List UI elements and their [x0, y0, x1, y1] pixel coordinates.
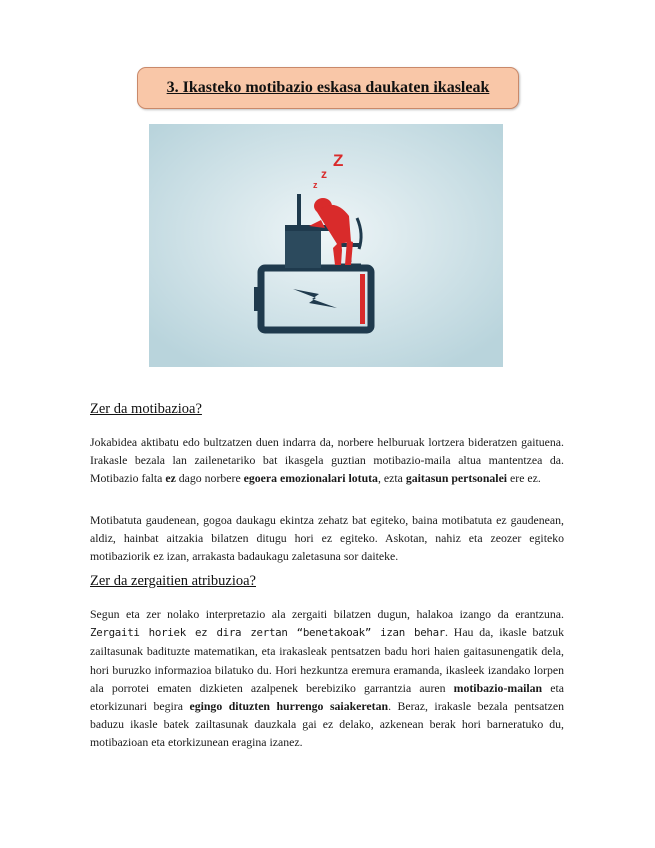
sleep-letter-1: z	[313, 180, 318, 190]
page-title: 3. Ikasteko motibazio eskasa daukaten ikasleak	[166, 79, 490, 96]
section-heading-attribution: Zer da zergaitien atribuzioa?	[90, 573, 256, 589]
sleeping-worker-icon	[149, 124, 503, 367]
paragraph-motivation-definition: Jokabidea aktibatu edo bultzatzen duen indarra da, norbere helburuak lortzera bideratzen gaituena. Irakasle bezala lan zailenetariko bat ikasgela guztian motibazio-maila altua mantentzea da. Motibazio falta ez dago norbere egoera emozionalari lotuta, ezta gaitasun pertsonalei ere ez.	[90, 435, 564, 486]
title-box	[137, 67, 519, 109]
paragraph-attribution: Segun eta zer nolako interpretazio ala zergaiti bilatzen dugun, halakoa izango da erantzuna. Zergaiti horiek ez dira zertan “benetakoak” izan behar. Hau da, ikasle batzuk zailtasunak badituzte matematikan, eta irakasleak pentsatzen badu hori haien gaitasunengatik dela, hori buruzko informazioa bilatuko du. Hori hezkuntza eremura eramanda, ikasleek izandako lorpen ala porrotei ematen dizkieten azalpenek berebiziko garrantzia auren motibazio-mailan eta etorkizunari begira egingo dituzten hurrengo saiakeretan. Beraz, irakasle bezala pentsatzen baduzu ikasle batek zailtasunak dauzkala gai ez delako, azkenean berak hori barneratuko du, motibazioan eta etorkizunean eragina izanez.	[90, 607, 564, 750]
sleep-letter-2: z	[321, 167, 327, 181]
paragraph-motivation-excuses: Motibatuta gaudenean, gogoa daukagu ekintza zehatz bat egiteko, baina motibatuta ez gaudenean, aldiz, hainbat aitzakia bilatzen ditugu hori ez egiteko. Askotan, nahiz eta zeozer egiteko motibaziorik ez izan, arrakasta badaukagu zaletasuna sor daiteke.	[90, 513, 564, 564]
section-heading-motivation: Zer da motibazioa?	[90, 401, 202, 417]
illustration-sleeping-worker	[149, 124, 503, 367]
sleep-letter-3: Z	[333, 151, 344, 170]
